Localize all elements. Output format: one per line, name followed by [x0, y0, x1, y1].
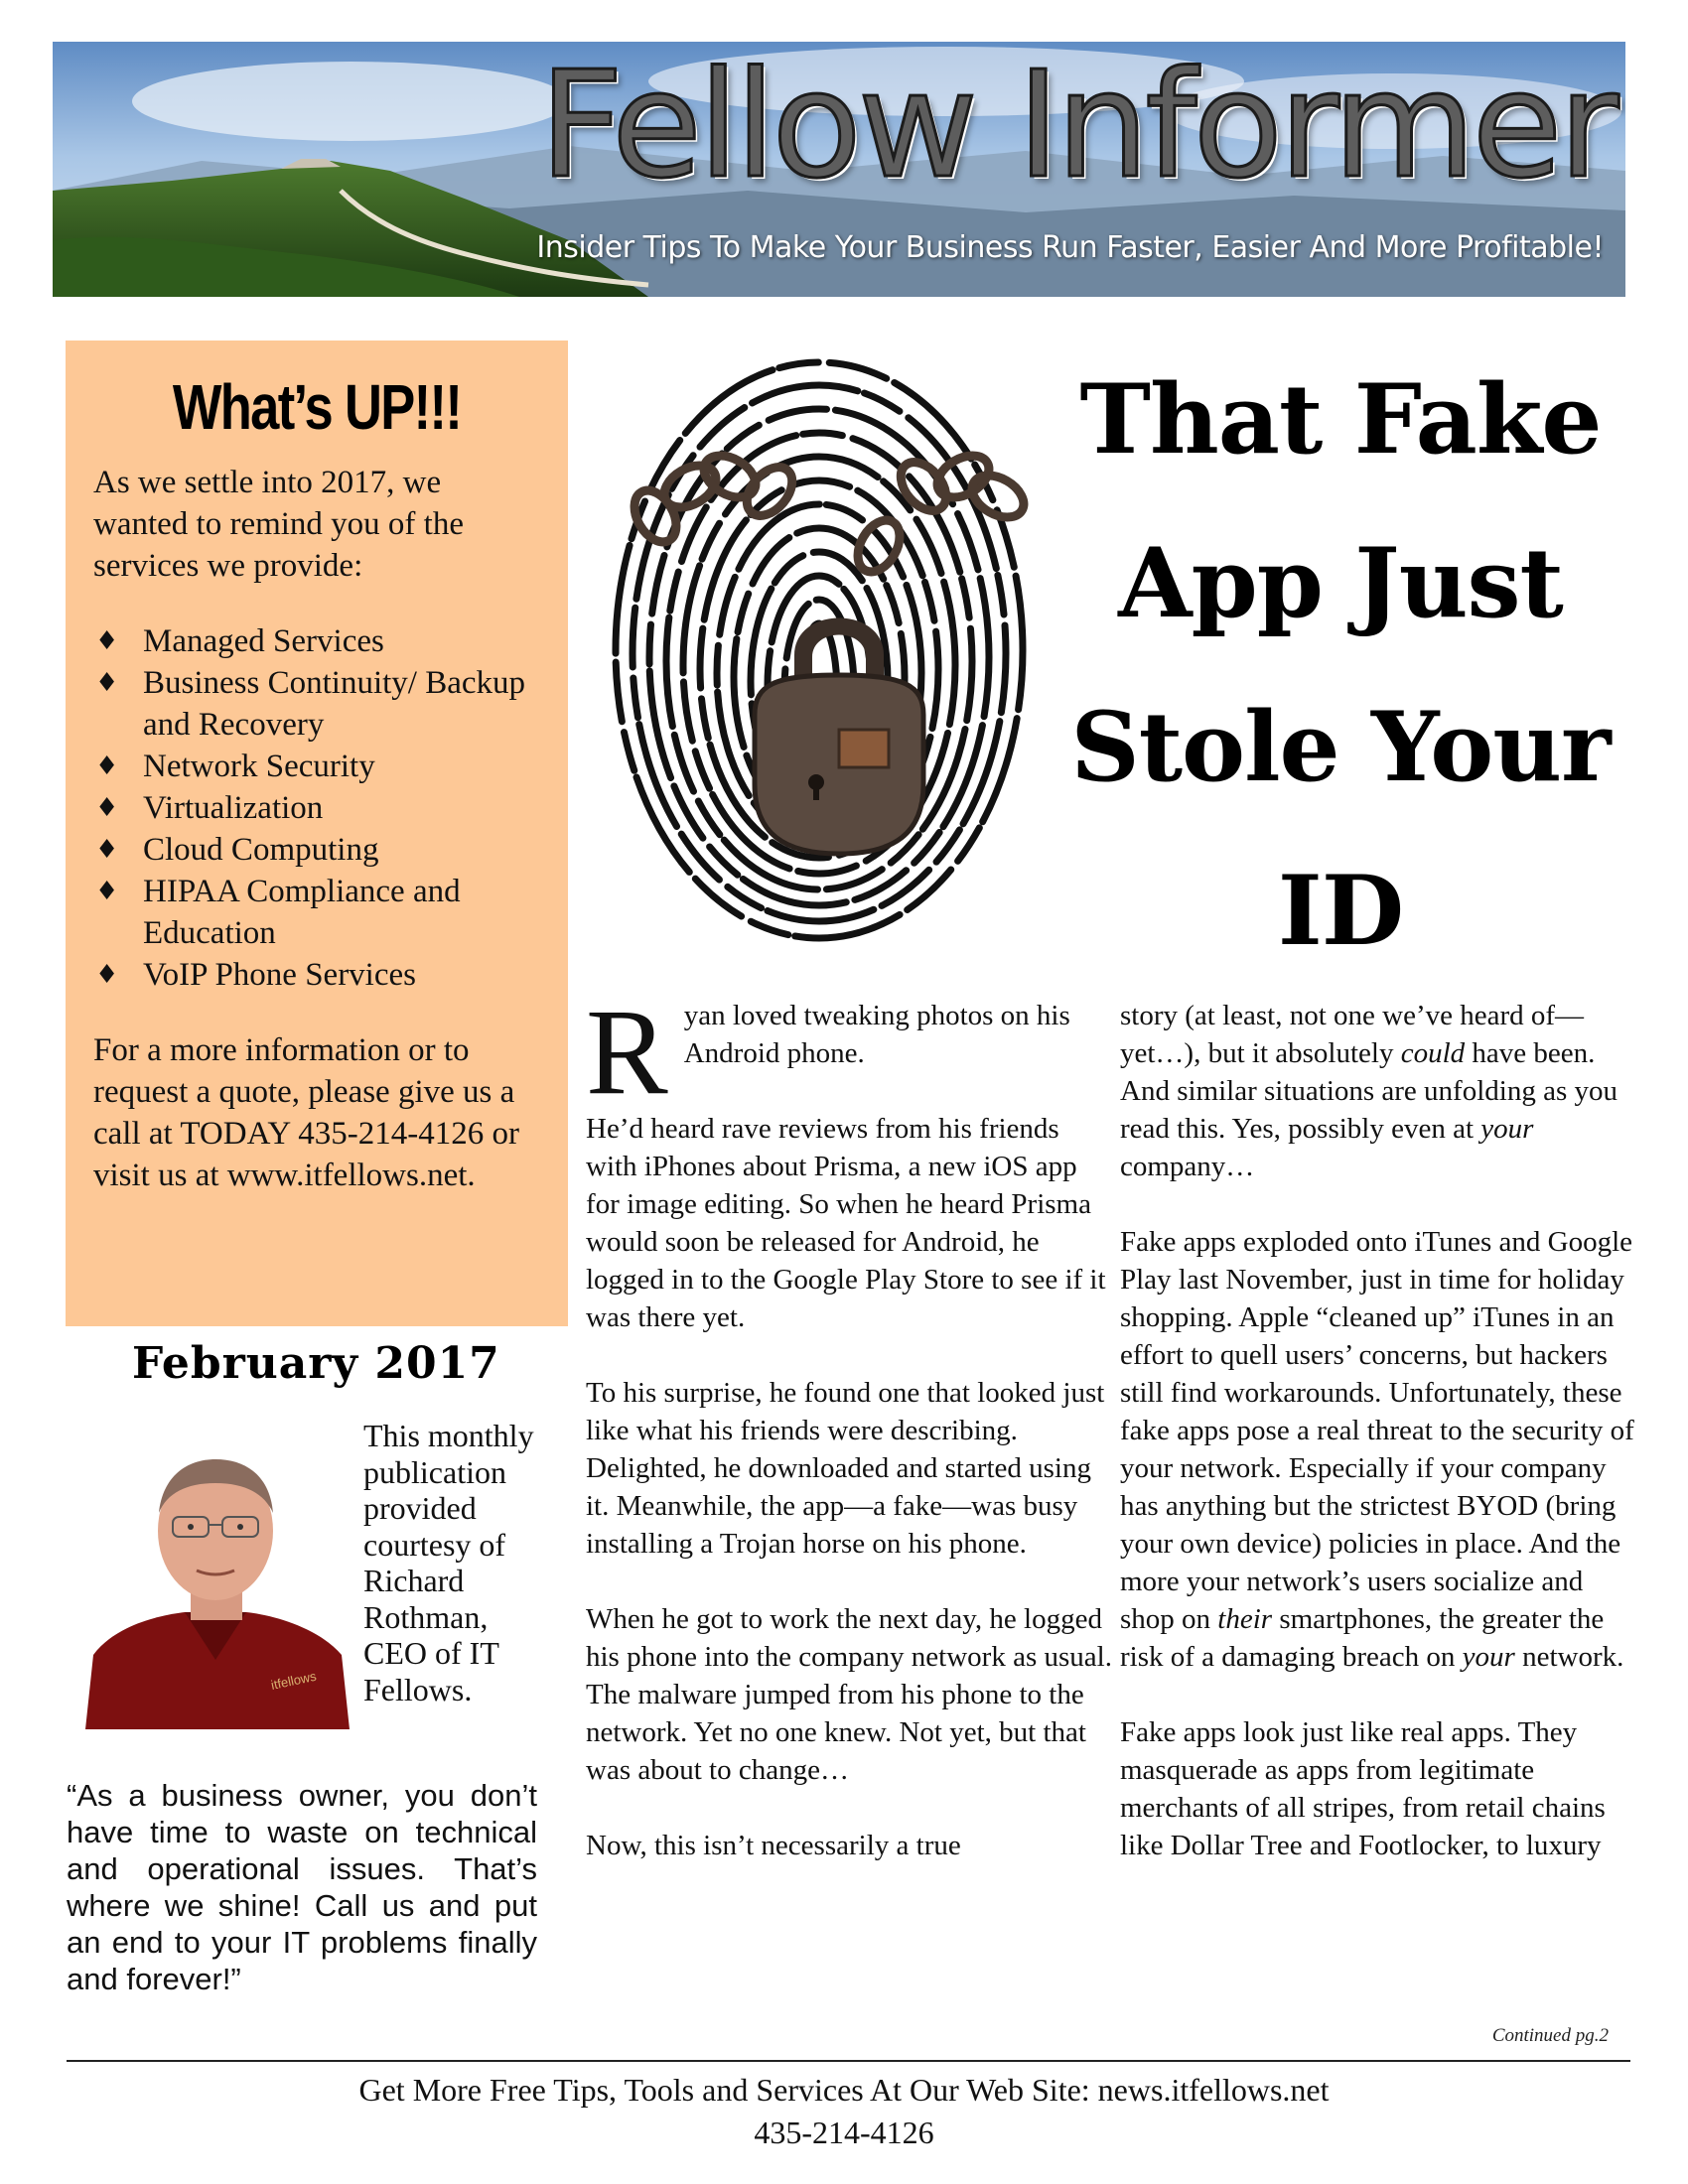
- list-item: ♦ Virtualization: [93, 787, 540, 829]
- sidebar-heading: What’s UP!!!: [172, 371, 462, 443]
- article-paragraph: When he got to work the next day, he logged his phone into the company network as usual. The malware jumped from his phone to the network. Yet no one knew. Not yet, but that was about to change…: [586, 1603, 1112, 1786]
- diamond-bullet-icon: ♦: [95, 751, 119, 781]
- newsletter-tagline: Insider Tips To Make Your Business Run Faster, Easier And More Profitable!: [536, 230, 1604, 265]
- article-column-1: [586, 984, 1117, 1902]
- list-item: ♦ VoIP Phone Services: [93, 954, 540, 996]
- fingerprint-lock-image: [606, 338, 1043, 953]
- newsletter-title: Fellow Informer: [539, 42, 1616, 210]
- list-item: ♦ HIPAA Compliance and Education: [93, 871, 540, 954]
- footer-divider: [67, 2060, 1630, 2062]
- services-list: [93, 620, 540, 996]
- article-paragraph: Fake apps look just like real apps. They masquerade as apps from legitimate merchants of all stripes, from retail chains like Dollar Tree and Footlocker, to luxury: [1120, 1716, 1606, 1861]
- article-paragraph: story (at least, not one we’ve heard of—yet…), but it absolutely could have been. And similar situations are unfolding as you read this. Yes, possibly even at your company…: [1120, 1000, 1618, 1182]
- masthead-banner: [53, 42, 1625, 297]
- article-paragraph: Now, this isn’t necessarily a true: [586, 1830, 961, 1861]
- list-item: ♦ Network Security: [93, 746, 540, 787]
- article-paragraph: To his surprise, he found one that looked just like what his friends were describing. Delighted, he downloaded and started using it. Meanwhile, the app—a fake—was busy installing a Trojan horse on his phone.: [586, 1377, 1105, 1560]
- sidebar-contact-text: For a more information or to request a quote, please give us a call at TODAY 435-214-4126 or visit us at www.itfellows.net.: [93, 1032, 519, 1193]
- diamond-bullet-icon: ♦: [95, 793, 119, 823]
- issue-date: February 2017: [132, 1338, 500, 1389]
- diamond-bullet-icon: ♦: [95, 668, 119, 698]
- drop-cap: R: [586, 984, 668, 1120]
- footer-website-text: Get More Free Tips, Tools and Services At Our Web Site: news.itfellows.net: [358, 2072, 1330, 2108]
- article-headline: That Fake App Just Stole Your ID: [1070, 363, 1611, 967]
- shirt-logo: itfellows: [269, 1668, 318, 1693]
- footer-phone: 435-214-4126: [754, 2115, 934, 2150]
- author-photo: [75, 1422, 355, 1729]
- diamond-bullet-icon: ♦: [95, 626, 119, 656]
- sidebar-intro: As we settle into 2017, we wanted to remind you of the services we provide:: [93, 465, 464, 584]
- diamond-bullet-icon: ♦: [95, 877, 119, 906]
- whats-up-sidebar: [66, 341, 568, 1326]
- article-paragraph: Ryan loved tweaking photos on his Android phone.: [586, 984, 1070, 1120]
- continued-note: Continued pg.2: [1491, 2025, 1609, 2046]
- diamond-bullet-icon: ♦: [95, 960, 119, 990]
- diamond-bullet-icon: ♦: [95, 835, 119, 865]
- article-paragraph: He’d heard rave reviews from his friends with iPhones about Prisma, a new iOS app for image editing. So when he heard Prisma would soon be released for Android, he logged in to the Google Play Store to see if it was there yet.: [586, 1113, 1106, 1333]
- article-paragraph: Fake apps exploded onto iTunes and Google Play last November, just in time for holiday shopping. Apple “cleaned up” iTunes in an effort to quell users’ concerns, but hackers still find workarounds. Unfortunately, these fake apps pose a real threat to the security of your network. Especially if your company has anything but the strictest BYOD (bring your own device) policies in place. And the more your network’s users socialize and shop on their smartphones, the greater the risk of a damaging breach on your network.: [1120, 1226, 1634, 1673]
- list-item: ♦ Managed Services: [93, 620, 540, 662]
- owner-quote: “As a business owner, you don’t have time to waste on technical and operational issues. That’s where we shine! Call us and put an end to your IT problems finally and forever!”: [67, 1778, 537, 1996]
- courtesy-text: This monthly publication provided courtesy of Richard Rothman, CEO of IT Fellows.: [363, 1418, 534, 1707]
- list-item: ♦ Business Continuity/ Backup and Recovery: [93, 662, 540, 746]
- list-item: ♦ Cloud Computing: [93, 829, 540, 871]
- article-column-2: [1120, 997, 1636, 1902]
